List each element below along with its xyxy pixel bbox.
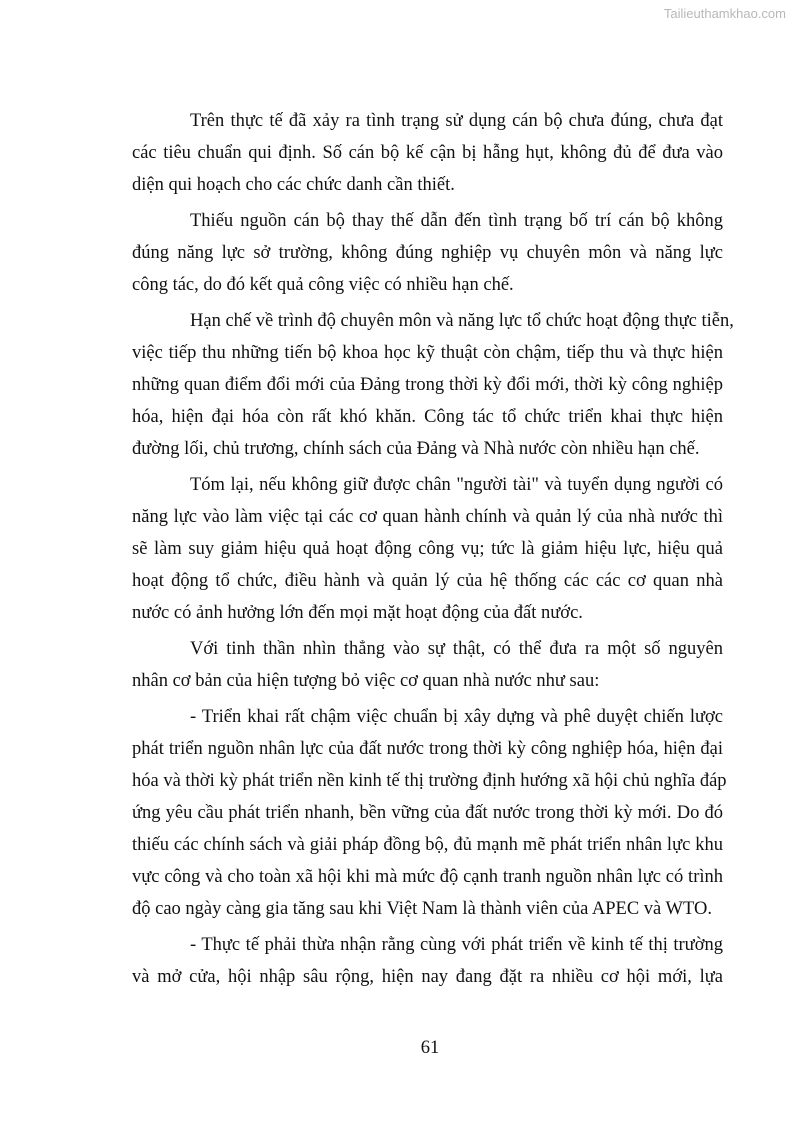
paragraph (132, 929, 723, 993)
text-line: độ cao ngày càng gia tăng sau khi Việt Nam là thành viên của APEC và WTO. (132, 899, 712, 919)
text-line: phát triển nguồn nhân lực của đất nước trong thời kỳ công nghiệp hóa, hiện đại (132, 739, 723, 759)
text-line: Trên thực tế đã xảy ra tình trạng sử dụng cán bộ chưa đúng, chưa đạt (190, 111, 723, 131)
text-line: đúng năng lực sở trường, không đúng nghiệp vụ chuyên môn và năng lực (132, 243, 723, 263)
text-line: Thiếu nguồn cán bộ thay thế dẫn đến tình trạng bố trí cán bộ không (190, 211, 723, 231)
text-line: nhân cơ bản của hiện tượng bỏ việc cơ quan nhà nước như sau: (132, 671, 600, 691)
text-line: Tóm lại, nếu không giữ được chân "người tài" và tuyển dụng người có (190, 475, 723, 495)
paragraph (132, 633, 723, 697)
paragraph (132, 205, 723, 301)
text-line: việc tiếp thu những tiến bộ khoa học kỹ thuật còn chậm, tiếp thu và thực hiện (132, 343, 723, 363)
page-number: 61 (420, 1038, 440, 1058)
text-line: - Thực tế phải thừa nhận rằng cùng với phát triển về kinh tế thị trường (190, 935, 723, 955)
text-line: Hạn chế về trình độ chuyên môn và năng lực tổ chức hoạt động thực tiễn, (190, 311, 734, 331)
text-line: đường lối, chủ trương, chính sách của Đảng và Nhà nước còn nhiều hạn chế. (132, 439, 700, 459)
paragraph (132, 305, 734, 465)
paragraph (132, 469, 723, 629)
watermark: Tailieuthamkhao.com (663, 6, 786, 21)
text-line: các tiêu chuẩn qui định. Số cán bộ kế cận bị hẫng hụt, không đủ để đưa vào (132, 143, 723, 163)
text-line: năng lực vào làm việc tại các cơ quan hành chính và quản lý của nhà nước thì (132, 507, 723, 527)
text-line: sẽ làm suy giảm hiệu quả hoạt động công vụ; tức là giảm hiệu lực, hiệu quả (132, 539, 723, 559)
text-line: hóa, hiện đại hóa còn rất khó khăn. Công tác tổ chức triển khai thực hiện (132, 407, 723, 427)
text-line: thiếu các chính sách và giải pháp đồng bộ, đủ mạnh mẽ phát triển nhân lực khu (132, 835, 723, 855)
paragraph (132, 105, 723, 201)
text-line: diện qui hoạch cho các chức danh cần thiết. (132, 175, 455, 195)
text-line: công tác, do đó kết quả công việc có nhiều hạn chế. (132, 275, 514, 295)
document-body (132, 105, 734, 997)
text-line: vực công và cho toàn xã hội khi mà mức độ cạnh tranh nguồn nhân lực có trình (132, 867, 723, 887)
text-line: hóa và thời kỳ phát triển nền kinh tế thị trường định hướng xã hội chủ nghĩa đáp (132, 771, 727, 791)
paragraph (132, 701, 727, 925)
text-line: nước có ảnh hưởng lớn đến mọi mặt hoạt động của đất nước. (132, 603, 583, 623)
text-line: ứng yêu cầu phát triển nhanh, bền vững của đất nước trong thời kỳ mới. Do đó (132, 803, 723, 823)
text-line: hoạt động tổ chức, điều hành và quản lý của hệ thống các các cơ quan nhà (132, 571, 723, 591)
text-line: và mở cửa, hội nhập sâu rộng, hiện nay đang đặt ra nhiều cơ hội mới, lựa (132, 967, 723, 987)
text-line: - Triển khai rất chậm việc chuẩn bị xây dựng và phê duyệt chiến lược (190, 707, 723, 727)
text-line: Với tinh thần nhìn thẳng vào sự thật, có thể đưa ra một số nguyên (190, 639, 723, 659)
text-line: những quan điểm đổi mới của Đảng trong thời kỳ đổi mới, thời kỳ công nghiệp (132, 375, 723, 395)
